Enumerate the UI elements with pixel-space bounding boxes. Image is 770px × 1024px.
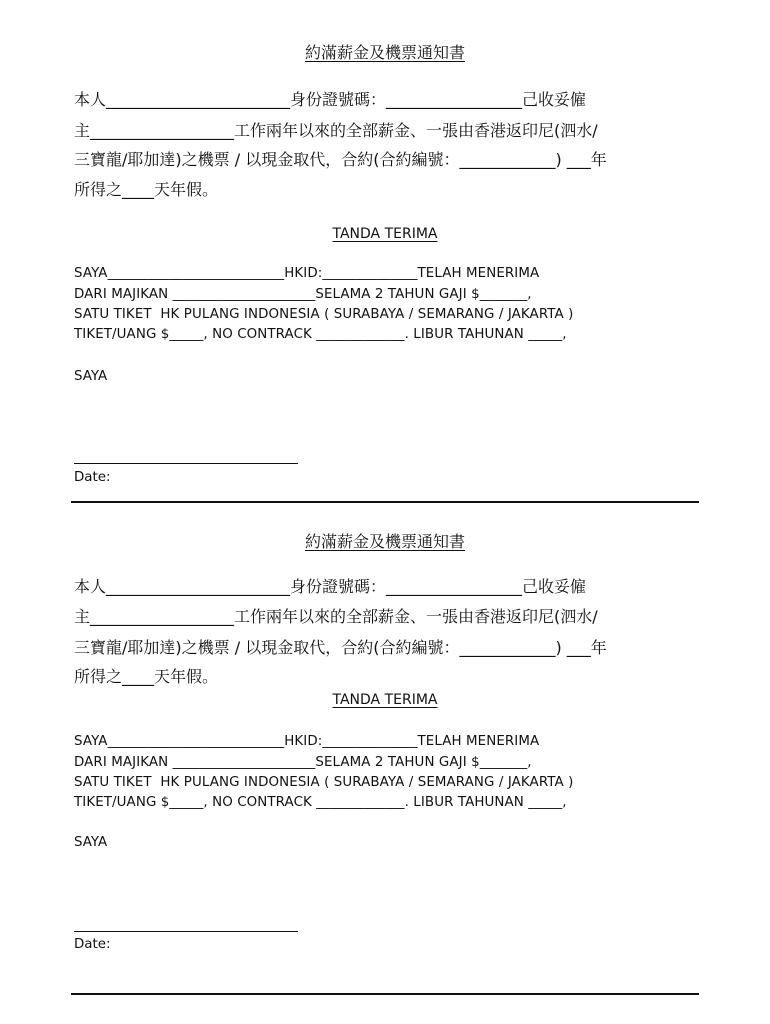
signature-label: SAYA: [74, 835, 108, 850]
chinese-line-2: 主__________________工作兩年以來的全部薪金、一張由香港返印尼(泗水/: [74, 121, 598, 140]
indonesian-line-1: SAYA__________________________HKID:______________TELAH MENERIMA: [74, 266, 540, 281]
indonesian-line-2: DARI MAJIKAN _____________________SELAMA 2 TAHUN GAJI $_______,: [74, 287, 532, 302]
chinese-line-2: 主__________________工作兩年以來的全部薪金、一張由香港返印尼(泗水/: [74, 607, 598, 626]
indonesian-line-3: SATU TIKET HK PULANG INDONESIA ( SURABAYA / SEMARANG / JAKARTA ): [74, 307, 574, 322]
chinese-line-1: 本人_______________________身份證號碼：_________________己收妥僱: [74, 577, 587, 596]
date-label: Date:: [74, 937, 111, 952]
chinese-line-3: 三寶龍/耶加達)之機票 / 以現金取代，合約(合約編號：____________) ___年: [74, 150, 607, 169]
date-label: Date:: [74, 470, 111, 485]
indonesian-line-4: TIKET/UANG $_____, NO CONTRACK _____________. LIBUR TAHUNAN _____,: [74, 795, 567, 810]
form-title-text: 約滿薪金及機票通知書: [304, 532, 465, 551]
indonesian-heading-text: TANDA TERIMA: [332, 226, 438, 242]
signature-line: [74, 931, 298, 932]
indonesian-line-3: SATU TIKET HK PULANG INDONESIA ( SURABAYA / SEMARANG / JAKARTA ): [74, 775, 574, 790]
indonesian-heading: [0, 226, 770, 242]
indonesian-line-2: DARI MAJIKAN _____________________SELAMA 2 TAHUN GAJI $_______,: [74, 755, 532, 770]
indonesian-heading: [0, 692, 770, 708]
indonesian-line-1: SAYA__________________________HKID:______________TELAH MENERIMA: [74, 734, 540, 749]
signature-label: SAYA: [74, 369, 108, 384]
chinese-line-4: 所得之____天年假。: [74, 667, 219, 686]
chinese-line-3: 三寶龍/耶加達)之機票 / 以現金取代，合約(合約編號：____________) ___年: [74, 638, 607, 657]
indonesian-heading-text: TANDA TERIMA: [332, 692, 438, 708]
form-title-text: 約滿薪金及機票通知書: [304, 43, 465, 62]
form-title: [0, 40, 770, 63]
signature-line: [74, 463, 298, 464]
section-divider: [71, 501, 699, 503]
chinese-line-4: 所得之____天年假。: [74, 180, 219, 199]
form-title: [0, 529, 770, 552]
chinese-line-1: 本人_______________________身份證號碼：_________________己收妥僱: [74, 90, 587, 109]
section-divider: [71, 993, 699, 995]
indonesian-line-4: TIKET/UANG $_____, NO CONTRACK _____________. LIBUR TAHUNAN _____,: [74, 327, 567, 342]
